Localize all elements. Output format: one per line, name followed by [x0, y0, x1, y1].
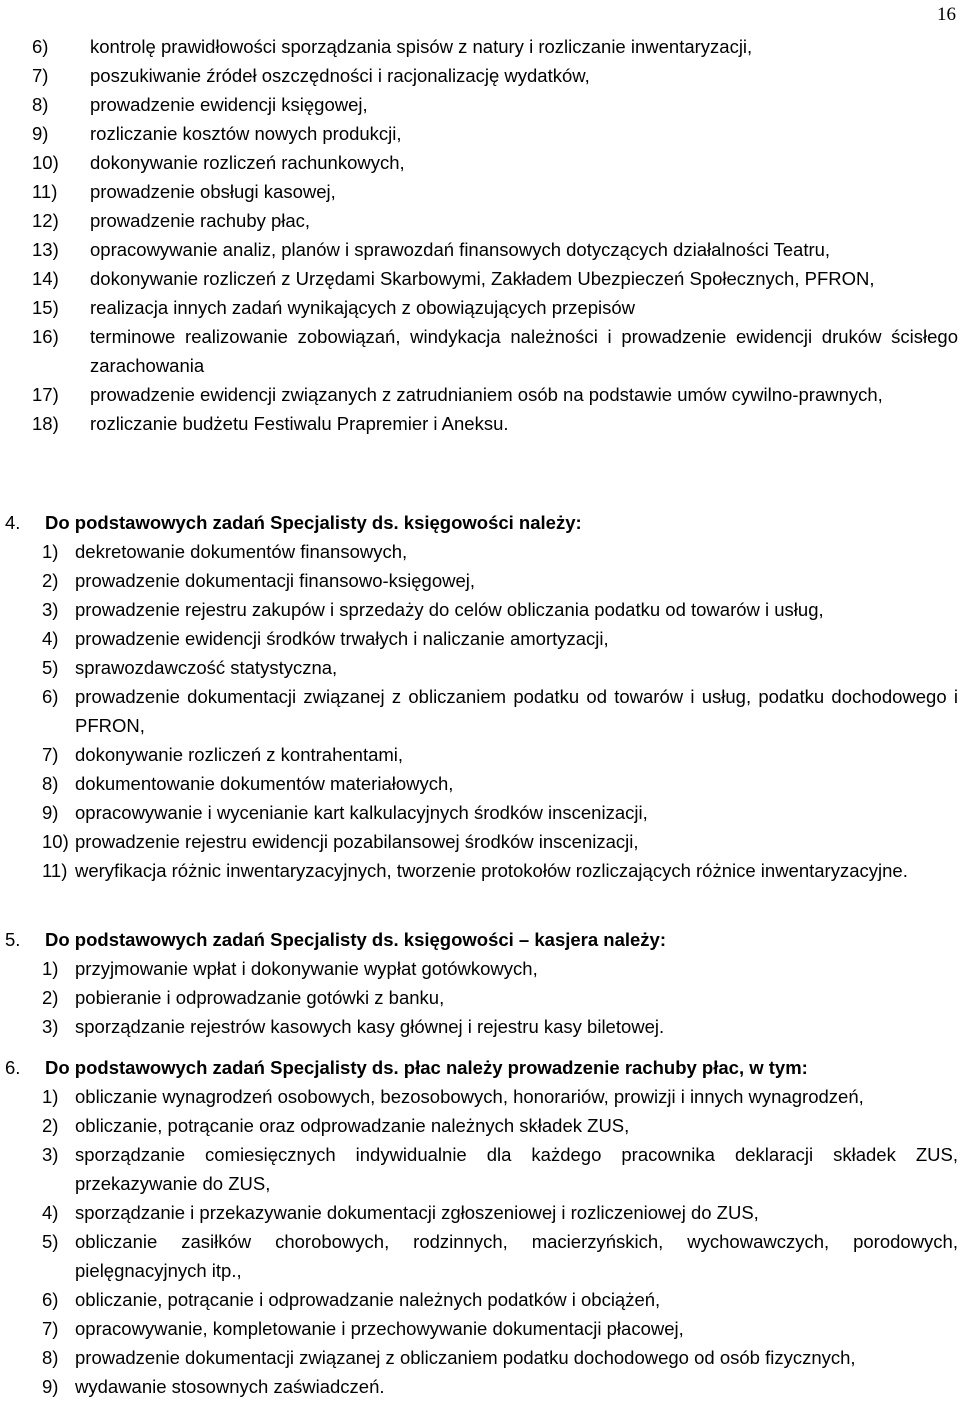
page-number: 16	[937, 4, 956, 25]
item-text: weryfikacja różnic inwentaryzacyjnych, tworzenie protokołów rozliczających różnice inwentaryzacyjne.	[75, 860, 908, 881]
item-text: dokonywanie rozliczeń z kontrahentami,	[75, 744, 404, 765]
list-item	[32, 409, 958, 438]
section-number: 5.	[5, 929, 21, 950]
item-text: dokonywanie rozliczeń z Urzędami Skarbowymi, Zakładem Ubezpieczeń Społecznych, PFRON,	[90, 268, 875, 289]
item-text: dokonywanie rozliczeń rachunkowych,	[90, 152, 405, 173]
item-number: 10)	[32, 152, 59, 173]
item-text: opracowywanie analiz, planów i sprawozdań finansowych dotyczących działalności Teatru,	[90, 239, 831, 260]
item-text: prowadzenie rejestru ewidencji pozabilansowej środków inscenizacji,	[75, 831, 639, 852]
list-item	[42, 1372, 958, 1401]
list-item	[42, 827, 958, 856]
item-text: obliczanie, potrącanie i odprowadzanie należnych podatków i obciążeń,	[75, 1289, 661, 1310]
list-item	[42, 653, 958, 682]
item-text: przyjmowanie wpłat i dokonywanie wypłat gotówkowych,	[75, 958, 538, 979]
list-item	[32, 380, 958, 409]
item-number: 9)	[32, 123, 49, 144]
item-number: 8)	[42, 773, 59, 794]
item-number: 13)	[32, 239, 59, 260]
list-item	[32, 90, 958, 119]
item-text: opracowywanie i wycenianie kart kalkulacyjnych środków inscenizacji,	[75, 802, 648, 823]
section-4-list	[42, 537, 958, 885]
item-number: 7)	[42, 744, 59, 765]
list-item	[32, 322, 958, 380]
list-item	[32, 32, 958, 61]
list-item	[42, 1314, 958, 1343]
item-text: dokumentowanie dokumentów materiałowych,	[75, 773, 454, 794]
item-text: obliczanie zasiłków chorobowych, rodzinnych, macierzyńskich, wychowawczych, porodowych, pielęgnacyjnych itp.,	[75, 1231, 958, 1281]
item-text: prowadzenie dokumentacji związanej z obliczaniem podatku dochodowego od osób fizycznych,	[75, 1347, 856, 1368]
list-item	[42, 682, 958, 740]
item-text: rozliczanie budżetu Festiwalu Prapremier i Aneksu.	[90, 413, 509, 434]
list-item	[42, 983, 958, 1012]
section-title: Do podstawowych zadań Specjalisty ds. płac należy prowadzenie rachuby płac, w tym:	[45, 1057, 808, 1078]
item-text: sprawozdawczość statystyczna,	[75, 657, 338, 678]
item-number: 15)	[32, 297, 59, 318]
item-text: pobieranie i odprowadzanie gotówki z banku,	[75, 987, 445, 1008]
list-item	[42, 856, 958, 885]
item-number: 1)	[42, 958, 59, 979]
item-number: 2)	[42, 1115, 59, 1136]
list-item	[42, 798, 958, 827]
item-number: 17)	[32, 384, 59, 405]
list-item	[42, 1012, 958, 1041]
item-text: realizacja innych zadań wynikających z obowiązujących przepisów	[90, 297, 635, 318]
item-number: 8)	[42, 1347, 59, 1368]
item-number: 3)	[42, 1016, 59, 1037]
item-text: rozliczanie kosztów nowych produkcji,	[90, 123, 402, 144]
list-item	[42, 769, 958, 798]
section-title: Do podstawowych zadań Specjalisty ds. księgowości – kasjera należy:	[45, 929, 667, 950]
item-text: dekretowanie dokumentów finansowych,	[75, 541, 408, 562]
item-number: 1)	[42, 1086, 59, 1107]
list-item	[42, 1343, 958, 1372]
list-item	[42, 954, 958, 983]
item-number: 10)	[42, 831, 69, 852]
section-5-list	[42, 954, 958, 1041]
item-text: prowadzenie obsługi kasowej,	[90, 181, 336, 202]
list-item	[42, 1140, 958, 1198]
list-item	[42, 1111, 958, 1140]
list-item	[32, 293, 958, 322]
item-number: 6)	[42, 1289, 59, 1310]
item-number: 11)	[42, 860, 68, 881]
item-number: 8)	[32, 94, 49, 115]
section-6-heading	[5, 1053, 808, 1082]
item-text: opracowywanie, kompletowanie i przechowywanie dokumentacji płacowej,	[75, 1318, 684, 1339]
item-number: 2)	[42, 987, 59, 1008]
item-number: 12)	[32, 210, 59, 231]
list-item	[32, 235, 958, 264]
item-text: obliczanie wynagrodzeń osobowych, bezosobowych, honorariów, prowizji i innych wynagrodzeń,	[75, 1086, 864, 1107]
item-number: 4)	[42, 628, 59, 649]
item-text: terminowe realizowanie zobowiązań, windykacja należności i prowadzenie ewidencji druków ścisłego zarachowania	[90, 326, 958, 376]
item-text: sporządzanie comiesięcznych indywidualnie dla każdego pracownika deklaracji składek ZUS, przekazywanie do ZUS,	[75, 1144, 958, 1194]
list-item	[42, 1285, 958, 1314]
item-number: 5)	[42, 1231, 59, 1252]
item-text: prowadzenie dokumentacji finansowo-księgowej,	[75, 570, 476, 591]
item-text: prowadzenie ewidencji księgowej,	[90, 94, 368, 115]
continued-task-list	[32, 32, 958, 438]
item-number: 16)	[32, 326, 59, 347]
item-text: wydawanie stosownych zaświadczeń.	[75, 1376, 385, 1397]
section-number: 4.	[5, 512, 21, 533]
list-item	[32, 177, 958, 206]
item-number: 7)	[32, 65, 49, 86]
item-number: 3)	[42, 599, 59, 620]
item-text: obliczanie, potrącanie oraz odprowadzanie należnych składek ZUS,	[75, 1115, 630, 1136]
item-text: kontrolę prawidłowości sporządzania spisów z natury i rozliczanie inwentaryzacji,	[90, 36, 753, 57]
list-item	[32, 119, 958, 148]
item-number: 18)	[32, 413, 59, 434]
item-number: 6)	[42, 686, 59, 707]
list-item	[42, 1082, 958, 1111]
item-text: prowadzenie dokumentacji związanej z obliczaniem podatku od towarów i usług, podatku dochodowego i PFRON,	[75, 686, 958, 736]
section-4-heading	[5, 508, 582, 537]
item-number: 9)	[42, 802, 59, 823]
item-text: sporządzanie i przekazywanie dokumentacji zgłoszeniowej i rozliczeniowej do ZUS,	[75, 1202, 759, 1223]
list-item	[42, 624, 958, 653]
list-item	[42, 1227, 958, 1285]
list-item	[32, 61, 958, 90]
list-item	[32, 264, 958, 293]
item-number: 3)	[42, 1144, 59, 1165]
item-number: 14)	[32, 268, 59, 289]
item-text: prowadzenie ewidencji środków trwałych i naliczanie amortyzacji,	[75, 628, 609, 649]
item-number: 4)	[42, 1202, 59, 1223]
list-item	[32, 148, 958, 177]
list-item	[42, 740, 958, 769]
item-text: poszukiwanie źródeł oszczędności i racjonalizację wydatków,	[90, 65, 590, 86]
list-item	[42, 595, 958, 624]
section-title: Do podstawowych zadań Specjalisty ds. księgowości należy:	[45, 512, 582, 533]
item-number: 6)	[32, 36, 49, 57]
list-item	[42, 566, 958, 595]
item-text: prowadzenie ewidencji związanych z zatrudnianiem osób na podstawie umów cywilno-prawnych,	[90, 384, 883, 405]
item-text: prowadzenie rejestru zakupów i sprzedaży do celów obliczania podatku od towarów i usług,	[75, 599, 824, 620]
list-item	[42, 537, 958, 566]
item-text: prowadzenie rachuby płac,	[90, 210, 311, 231]
item-number: 7)	[42, 1318, 59, 1339]
section-number: 6.	[5, 1057, 21, 1078]
list-item	[42, 1198, 958, 1227]
section-5-heading	[5, 925, 666, 954]
list-item	[32, 206, 958, 235]
item-number: 9)	[42, 1376, 59, 1397]
item-number: 11)	[32, 181, 58, 202]
item-number: 5)	[42, 657, 59, 678]
section-6-list	[42, 1082, 958, 1401]
item-number: 2)	[42, 570, 59, 591]
item-text: sporządzanie rejestrów kasowych kasy głównej i rejestru kasy biletowej.	[75, 1016, 665, 1037]
item-number: 1)	[42, 541, 59, 562]
